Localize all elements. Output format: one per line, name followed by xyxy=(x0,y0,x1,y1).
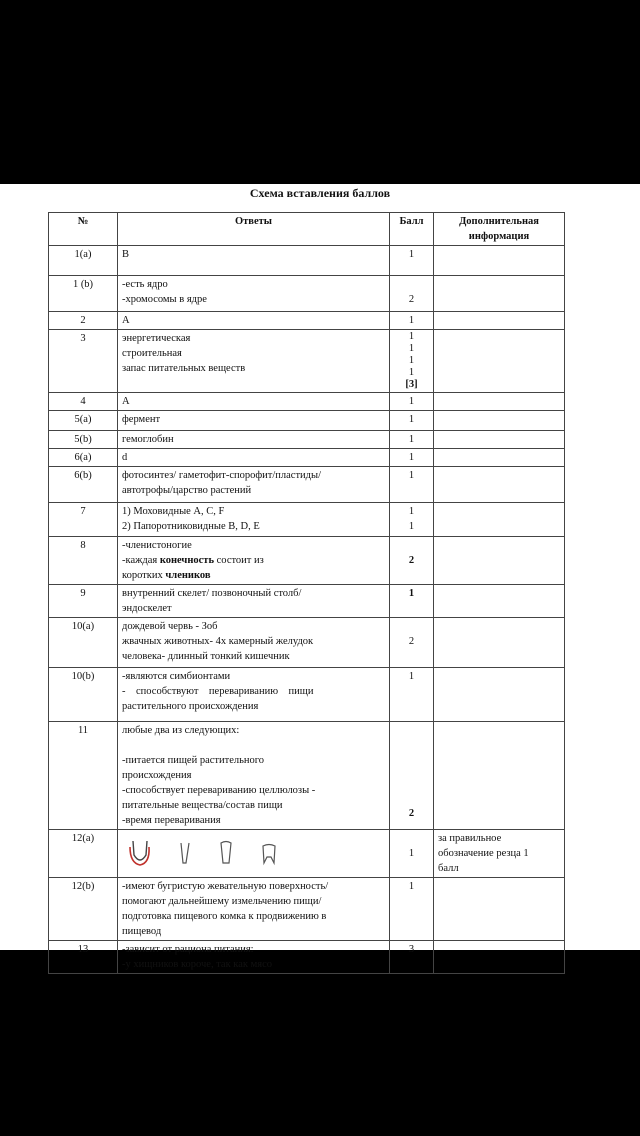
table-row: 8 -членистоногие -каждая конечность состоит из коротких члеников 2 xyxy=(49,537,565,585)
table-row: 12(b) -имеют бугристую жевательную поверхность/ помогают дальнейшему измельчению пищи/ подготовка пищевого комка к продвижению в пищевод 1 xyxy=(49,878,565,941)
table-row: 4 A 1 xyxy=(49,393,565,411)
table-row: 1 (b) -есть ядро -хромосомы в ядре 2 xyxy=(49,276,565,312)
teeth-diagram xyxy=(118,830,390,878)
premolar-tooth-icon xyxy=(218,841,234,867)
table-row: 2 A 1 xyxy=(49,312,565,330)
table-row: 6(a) d 1 xyxy=(49,449,565,467)
header-score: Балл xyxy=(390,213,434,246)
header-extra: Дополнительная информация xyxy=(434,213,565,246)
table-row: 6(b) фотосинтез/ гаметофит-спорофит/пластиды/ автотрофы/царство растений 1 xyxy=(49,467,565,503)
table-row: 11 любые два из следующих: -питается пищей растительного происхождения -способствует перевариванию целлюлозы - питательные вещества/состав пищи -время переваривания 2 xyxy=(49,722,565,830)
table-row: 3 энергетическая строительная запас питательных веществ 1 1 1 1 [3] xyxy=(49,330,565,393)
table-row: 13 -зависит от рациона питания: -у хищников короче, так как мясо 3 xyxy=(49,941,565,974)
molar-tooth-icon xyxy=(260,843,278,867)
table-row: 10(b) -являются симбионтами - способствуют перевариванию пищи растительного происхождения 1 xyxy=(49,668,565,722)
table-row: 10(a) дождевой червь - Зоб жвачных животных- 4х камерный желудок человека- длинный тонкий кишечник 2 xyxy=(49,618,565,668)
table-row: 5(a) фермент 1 xyxy=(49,411,565,431)
table-row: 7 1) Моховидные A, C, F 2) Папоротниковидные B, D, E 1 1 xyxy=(49,503,565,537)
scoring-table xyxy=(48,212,565,974)
table-row: 12(a) 1 за правильное обозначение резца 1 балл xyxy=(49,830,565,878)
page-title: Схема вставления баллов xyxy=(249,186,391,200)
header-answers: Ответы xyxy=(118,213,390,246)
table-header-row xyxy=(49,213,565,246)
table-row: 5(b) гемоглобин 1 xyxy=(49,431,565,449)
canine-tooth-icon xyxy=(178,841,192,867)
header-num: № xyxy=(49,213,118,246)
incisor-tooth-icon xyxy=(128,839,152,867)
table-row: 9 внутренний скелет/ позвоночный столб/ эндоскелет 1 xyxy=(49,585,565,618)
document-sheet xyxy=(0,184,640,970)
table-row: 1(a) B 1 xyxy=(49,246,565,276)
